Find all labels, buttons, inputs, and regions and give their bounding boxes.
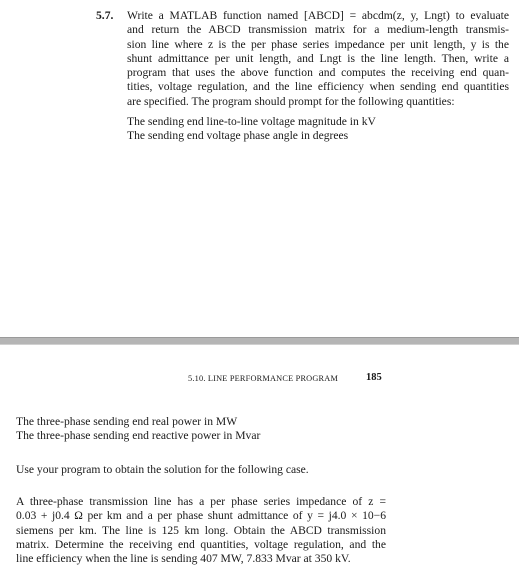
problem-line-1: Write a MATLAB function named [ABCD] = abcdm(z, y, Lngt) to evaluate: [127, 9, 509, 22]
quantity-sending-voltage: The sending end line-to-line voltage magnitude in kV: [127, 115, 376, 128]
problem-line-5: program that uses the above function and computes the receiving end quan-: [127, 66, 509, 80]
case-line-1: A three-phase transmission line has a per phase series impedance of z =: [16, 495, 386, 508]
quantity-real-power: The three-phase sending end real power in MW: [16, 415, 238, 428]
running-head: 5.10. LINE PERFORMANCE PROGRAM: [188, 374, 339, 383]
case-line-5: line efficiency when the line is sending 407 MW, 7.833 Mvar at 350 kV.: [16, 552, 351, 566]
problem-line-2: and return the ABCD transmission matrix for a medium-length transmis-: [127, 23, 509, 37]
problem-number: 5.7.: [96, 9, 114, 22]
case-line-2: 0.03 + j0.4 Ω per km and a per phase shunt admittance of y = j4.0 × 10−6: [16, 509, 386, 523]
quantity-reactive-power: The three-phase sending end reactive power in Mvar: [16, 429, 261, 443]
continued-quantities-list: [16, 415, 386, 444]
page-divider: [0, 337, 519, 345]
prompted-quantities-list: [127, 115, 376, 144]
quantity-sending-angle: The sending end voltage phase angle in degrees: [127, 129, 349, 143]
case-line-3: siemens per km. The line is 125 km long. Obtain the ABCD transmission: [16, 523, 386, 537]
problem-line-6: tities, voltage regulation, and the line efficiency when sending end quantities: [127, 80, 509, 94]
problem-line-4: shunt admittance per unit length, and Lngt is the line length. Then, write a: [127, 51, 509, 65]
case-description: [16, 495, 386, 566]
problem-line-7: are specified. The program should prompt for the following quantities:: [127, 94, 455, 108]
page-number: 185: [366, 372, 382, 383]
problem-statement: [127, 9, 509, 109]
problem-line-3: sion line where z is the per phase series impedance per unit length, y is the: [127, 37, 509, 51]
instruction-text: Use your program to obtain the solution for the following case.: [16, 463, 309, 476]
case-line-4: matrix. Determine the receiving end quantities, voltage regulation, and the: [16, 537, 386, 551]
